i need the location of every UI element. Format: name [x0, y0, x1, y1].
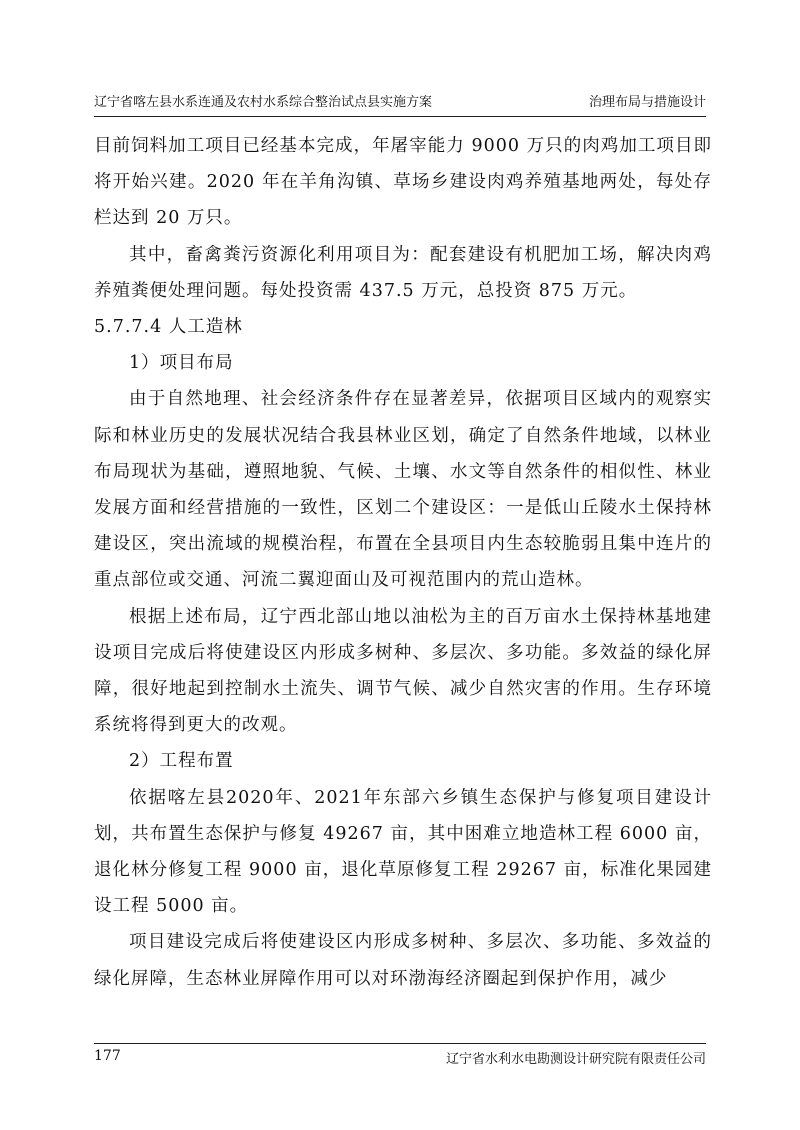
organization-name: 辽宁省水利水电勘测设计研究院有限责任公司: [445, 1052, 706, 1067]
paragraph: 根据上述布局，辽宁西北部山地以油松为主的百万亩水土保持林基地建设项目完成后将使建设区内形成多树种、多层次、多功能。多效益的绿化屏障，很好地起到控制水土流失、调节气候、减少自然灾害的作用。生存环境系统将得到更大的改观。: [94, 606, 712, 736]
page-header: [94, 94, 706, 117]
paragraph: 其中，畜禽粪污资源化利用项目为：配套建设有机肥加工场，解决肉鸡养殖粪便处理问题。每处投资需 437.5 万元，总投资 875 万元。: [94, 244, 712, 301]
subsection-heading: 2）工程布置: [129, 751, 234, 772]
paragraph-continued: 目前饲料加工项目已经基本完成，年屠宰能力 9000 万只的肉鸡加工项目即将开始兴建。2020 年在羊角沟镇、草场乡建设肉鸡养殖基地两处，每处存栏达到 20 万只。: [94, 136, 712, 229]
document-title: 辽宁省喀左县水系连通及农村水系综合整治试点县实施方案: [94, 95, 433, 110]
page-footer: [94, 1043, 706, 1068]
paragraph: 由于自然地理、社会经济条件存在显著差异，依据项目区域内的观察实际和林业历史的发展状况结合我县林业区划，确定了自然条件地域，以林业布局现状为基础，遵照地貌、气候、土壤、水文等自然条件的相似性、林业发展方面和经营措施的一致性，区划二个建设区：一是低山丘陵水土保持林建设区，突出流域的规模治程，布置在全县项目内生态较脆弱且集中连片的重点部位或交通、河流二翼迎面山及可视范围内的荒山造林。: [94, 389, 712, 591]
paragraph: 依据喀左县2020年、2021年东部六乡镇生态保护与修复项目建设计划，共布置生态保护与修复 49267 亩，其中困难立地造林工程 6000 亩，退化林分修复工程 9000 亩，退化草原修复工程 29267 亩，标准化果园建设工程 5000 亩。: [94, 787, 712, 917]
chapter-title: 治理布局与措施设计: [588, 95, 706, 110]
subsection-heading: 1）项目布局: [129, 353, 234, 374]
section-heading: 5.7.7.4 人工造林: [94, 317, 243, 338]
paragraph: 项目建设完成后将使建设区内形成多树种、多层次、多功能、多效益的绿化屏障，生态林业屏障作用可以对环渤海经济圈起到保护作用，减少: [94, 932, 712, 989]
page-number: 177: [94, 1048, 121, 1064]
page-body: [94, 128, 712, 997]
